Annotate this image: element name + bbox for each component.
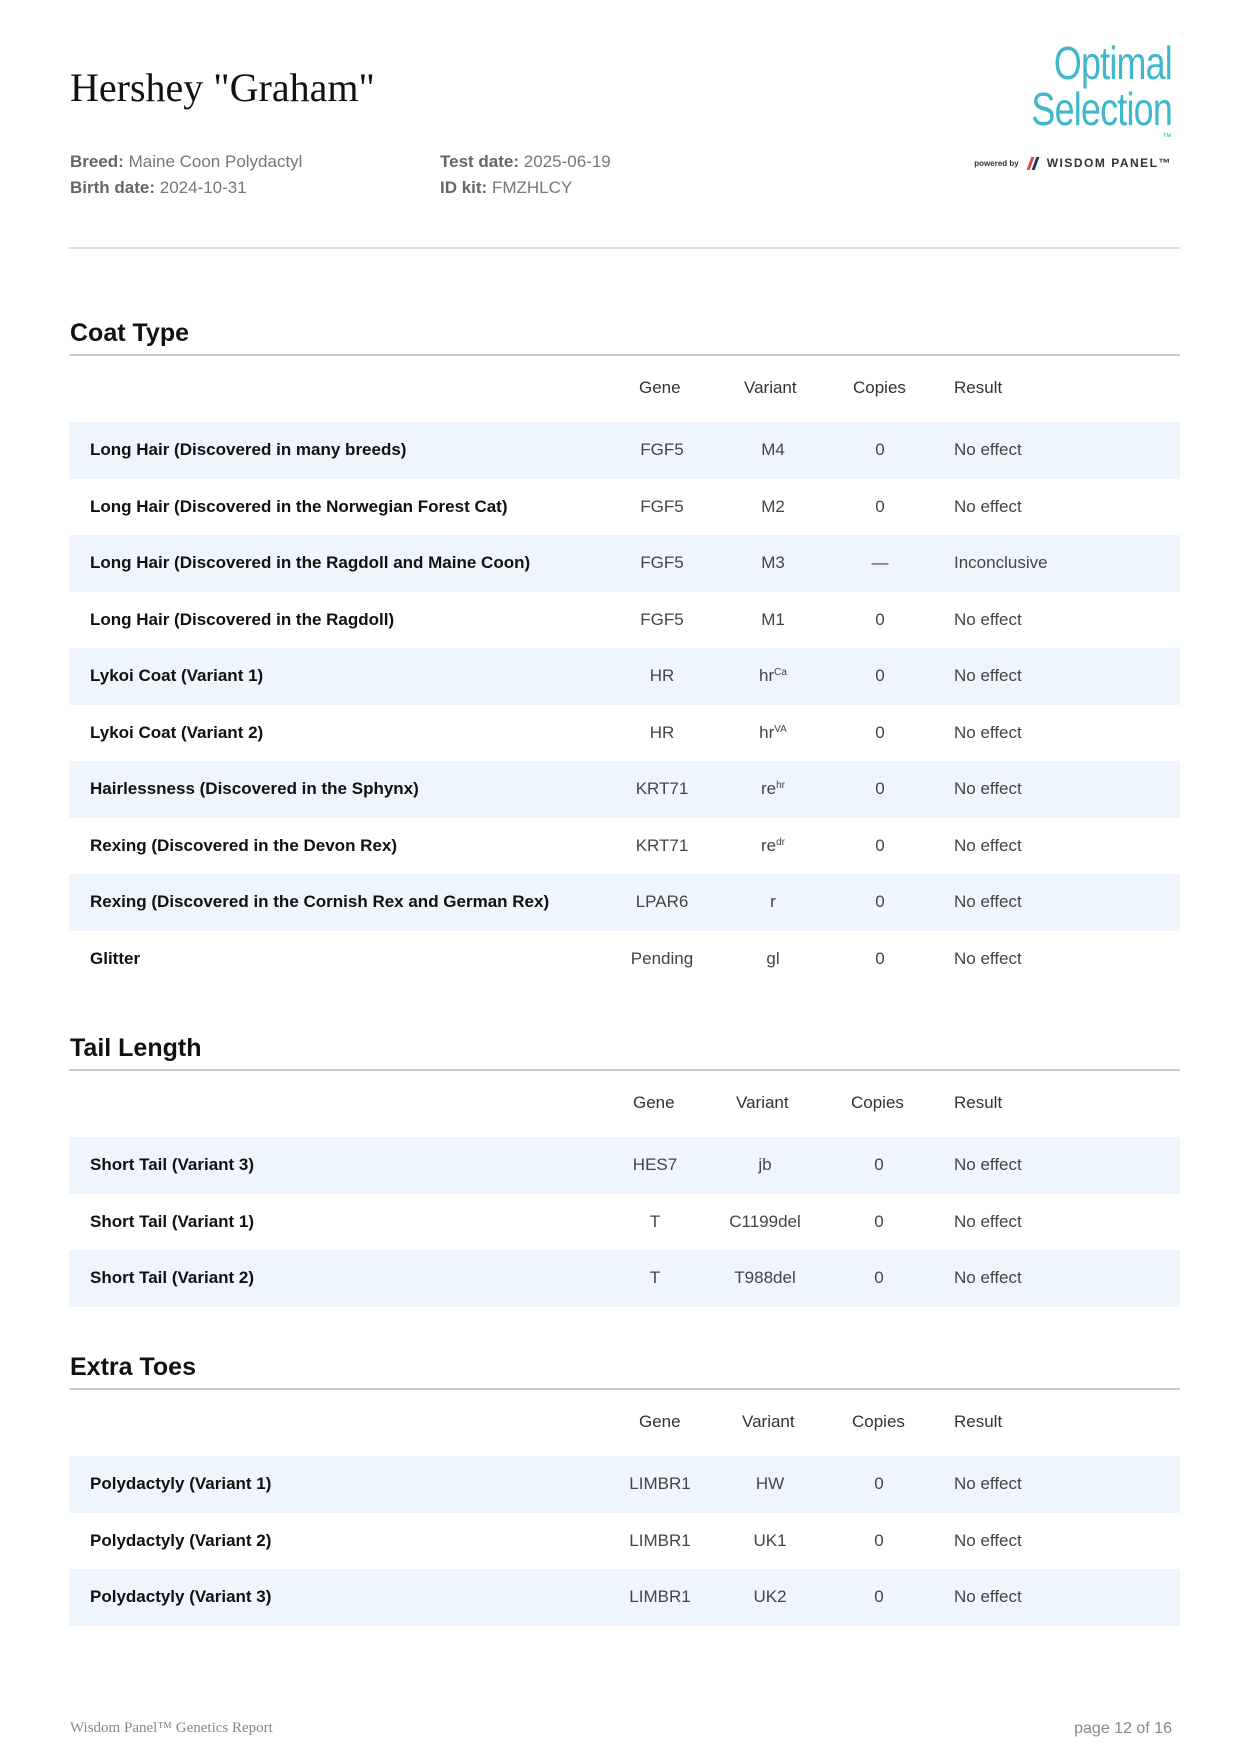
trait-name: Short Tail (Variant 2): [90, 1268, 255, 1287]
column-headers: [69, 1071, 1180, 1137]
result-cell: No effect: [954, 666, 1022, 685]
variant-superscript: hr: [776, 780, 786, 791]
variant-cell: [761, 497, 785, 517]
trait-name: Polydactyly (Variant 3): [90, 1587, 272, 1606]
column-header-copies: Copies: [851, 1093, 904, 1112]
variant-cell: [753, 1531, 786, 1551]
variant-cell: [758, 1155, 771, 1175]
result-cell: No effect: [954, 1211, 1022, 1231]
pet-info-right: Test date: 2025-06-19 ID kit: FMZHLCY: [440, 152, 611, 197]
coat-type-section: [69, 316, 1180, 987]
table-row: [69, 1513, 1180, 1570]
footer-report-name: Wisdom Panel™ Genetics Report: [70, 1720, 273, 1736]
gene-cell: HES7: [632, 1155, 678, 1174]
section-title: Tail Length: [69, 1031, 1180, 1071]
table-row: [69, 1456, 1180, 1513]
page-title: Hershey "Graham": [70, 65, 375, 110]
trait-name: Short Tail (Variant 1): [90, 1211, 255, 1231]
variant-cell: [734, 1268, 795, 1288]
variant-cell: [761, 836, 785, 856]
trait-name: Polydactyly (Variant 1): [90, 1474, 272, 1493]
logo-wordmark: Optimal Selection: [1031, 37, 1172, 135]
trait-name: Long Hair (Discovered in the Ragdoll and Maine Coon): [90, 553, 531, 572]
gene-cell: LPAR6: [635, 892, 689, 911]
copies-cell: —: [871, 553, 889, 572]
result-cell: No effect: [954, 779, 1022, 798]
column-header-variant: Variant: [744, 378, 797, 397]
powered-by-label: powered by: [974, 158, 1019, 168]
table-row: [69, 479, 1180, 536]
birth-date-value: 2024-10-31: [159, 178, 247, 197]
trait-name: Short Tail (Variant 3): [90, 1155, 255, 1174]
trait-name: Polydactyly (Variant 2): [90, 1530, 272, 1550]
variant-cell: [759, 666, 787, 686]
extra-toes-rows: [69, 1456, 1180, 1626]
copies-cell: 0: [874, 1587, 884, 1606]
gene-cell: KRT71: [635, 779, 689, 798]
gene-cell: FGF5: [640, 440, 684, 459]
variant-symbol: T988del: [734, 1268, 796, 1287]
result-cell: No effect: [954, 496, 1022, 516]
result-cell: No effect: [954, 835, 1022, 855]
column-headers: [69, 1390, 1180, 1456]
variant-cell: [761, 440, 785, 460]
trait-name: Long Hair (Discovered in the Ragdoll): [90, 609, 395, 629]
trait-name: Lykoi Coat (Variant 2): [90, 722, 264, 742]
variant-cell: [759, 723, 787, 743]
gene-cell: FGF5: [640, 496, 684, 516]
variant-symbol: hr: [759, 722, 775, 742]
copies-cell: 0: [875, 892, 885, 911]
variant-cell: [761, 553, 785, 573]
variant-cell: [761, 610, 785, 630]
result-cell: No effect: [954, 440, 1022, 459]
gene-cell: LIMBR1: [629, 1530, 691, 1550]
copies-cell: 0: [874, 1268, 884, 1287]
trait-name: Long Hair (Discovered in the Norwegian Forest Cat): [90, 496, 508, 516]
result-cell: No effect: [954, 1530, 1022, 1550]
table-row: [69, 931, 1180, 988]
copies-cell: 0: [874, 1474, 884, 1493]
column-header-result: Result: [954, 1412, 1003, 1431]
column-header-gene: Gene: [639, 1412, 681, 1431]
gene-cell: FGF5: [640, 609, 684, 629]
copies-cell: 0: [875, 496, 885, 516]
column-header-gene: Gene: [639, 378, 681, 397]
trait-name: Lykoi Coat (Variant 1): [90, 666, 264, 685]
gene-cell: LIMBR1: [629, 1587, 691, 1606]
table-row: [69, 705, 1180, 762]
variant-cell: [761, 779, 785, 799]
table-row: [69, 535, 1180, 592]
variant-symbol: HW: [755, 1474, 785, 1493]
copies-cell: 0: [875, 779, 885, 798]
table-row: [69, 592, 1180, 649]
result-cell: No effect: [954, 1268, 1022, 1287]
trait-name: Rexing (Discovered in the Cornish Rex and German Rex): [90, 892, 550, 911]
coat-type-rows: [69, 422, 1180, 987]
variant-symbol: C1199del: [729, 1211, 801, 1231]
result-cell: No effect: [954, 609, 1022, 629]
wisdom-panel-brand: WISDOM PANEL™: [1046, 156, 1172, 170]
variant-symbol: gl: [766, 948, 780, 968]
result-cell: No effect: [954, 892, 1022, 911]
result-cell: No effect: [954, 1474, 1022, 1493]
variant-symbol: r: [770, 892, 776, 911]
variant-symbol: UK1: [753, 1530, 787, 1550]
table-row: [69, 648, 1180, 705]
copies-cell: 0: [874, 1155, 884, 1174]
column-headers: [69, 356, 1180, 422]
variant-superscript: Ca: [774, 667, 787, 678]
trait-name: Hairlessness (Discovered in the Sphynx): [90, 779, 419, 798]
extra-toes-section: [69, 1350, 1180, 1626]
gene-cell: LIMBR1: [629, 1474, 691, 1493]
gene-cell: Pending: [630, 948, 694, 968]
kit-id-value: FMZHLCY: [491, 178, 573, 197]
section-title: Coat Type: [69, 316, 1180, 356]
variant-cell: [756, 1474, 784, 1494]
variant-symbol: re: [760, 835, 777, 855]
variant-symbol: M1: [761, 609, 785, 629]
variant-superscript: dr: [776, 836, 786, 848]
copies-cell: 0: [875, 666, 885, 685]
table-row: [69, 761, 1180, 818]
gene-cell: T: [649, 1211, 661, 1231]
column-header-copies: Copies: [853, 378, 906, 397]
tail-length-rows: [69, 1137, 1180, 1307]
variant-cell: [729, 1212, 801, 1232]
gene-cell: KRT71: [635, 835, 689, 855]
variant-symbol: re: [760, 779, 777, 798]
column-header-result: Result: [954, 378, 1003, 397]
test-date-value: 2025-06-19: [523, 152, 611, 171]
table-row: [69, 1569, 1180, 1626]
result-cell: No effect: [954, 722, 1022, 742]
variant-symbol: jb: [758, 1155, 772, 1174]
gene-cell: T: [649, 1268, 661, 1287]
header-divider: [69, 247, 1180, 249]
copies-cell: 0: [875, 440, 885, 459]
column-header-result: Result: [954, 1093, 1003, 1112]
copies-cell: 0: [875, 609, 885, 629]
column-header-gene: Gene: [633, 1093, 675, 1112]
page-number: page 12 of 16: [1074, 1720, 1172, 1737]
table-row: [69, 1137, 1180, 1194]
variant-cell: [766, 949, 779, 969]
column-header-variant: Variant: [736, 1093, 789, 1112]
variant-symbol: UK2: [753, 1587, 787, 1606]
copies-cell: 0: [875, 722, 885, 742]
table-row: [69, 818, 1180, 875]
trait-name: Rexing (Discovered in the Devon Rex): [90, 835, 398, 855]
pet-info-left: Breed: Maine Coon Polydactyl Birth date: 2024-10-31: [70, 152, 303, 197]
gene-cell: HR: [649, 722, 675, 742]
trait-name: Glitter: [90, 948, 141, 968]
optimal-selection-logo: Optimal Selection™ powered by WISDOM PANEL™: [902, 40, 1172, 170]
column-header-variant: Variant: [742, 1412, 795, 1431]
tail-length-section: [69, 1031, 1180, 1307]
wisdom-panel-logo-icon: [1027, 157, 1039, 169]
variant-symbol: M3: [761, 553, 785, 572]
trait-name: Long Hair (Discovered in many breeds): [90, 440, 407, 459]
section-title: Extra Toes: [69, 1350, 1180, 1390]
variant-cell: [770, 892, 776, 912]
variant-symbol: M2: [761, 496, 785, 516]
copies-cell: 0: [875, 948, 885, 968]
result-cell: No effect: [954, 1587, 1022, 1606]
result-cell: No effect: [954, 948, 1022, 968]
variant-superscript: VA: [774, 723, 787, 735]
breed-value: Maine Coon Polydactyl: [128, 152, 303, 171]
result-cell: Inconclusive: [954, 553, 1048, 572]
gene-cell: HR: [649, 666, 675, 685]
copies-cell: 0: [874, 1211, 884, 1231]
variant-symbol: hr: [759, 666, 775, 685]
copies-cell: 0: [874, 1530, 884, 1550]
result-cell: No effect: [954, 1155, 1022, 1174]
table-row: [69, 1194, 1180, 1251]
table-row: [69, 422, 1180, 479]
variant-symbol: M4: [761, 440, 785, 459]
column-header-copies: Copies: [852, 1412, 905, 1431]
gene-cell: FGF5: [640, 553, 684, 572]
table-row: [69, 1250, 1180, 1307]
table-row: [69, 874, 1180, 931]
variant-cell: [753, 1587, 786, 1607]
copies-cell: 0: [875, 835, 885, 855]
